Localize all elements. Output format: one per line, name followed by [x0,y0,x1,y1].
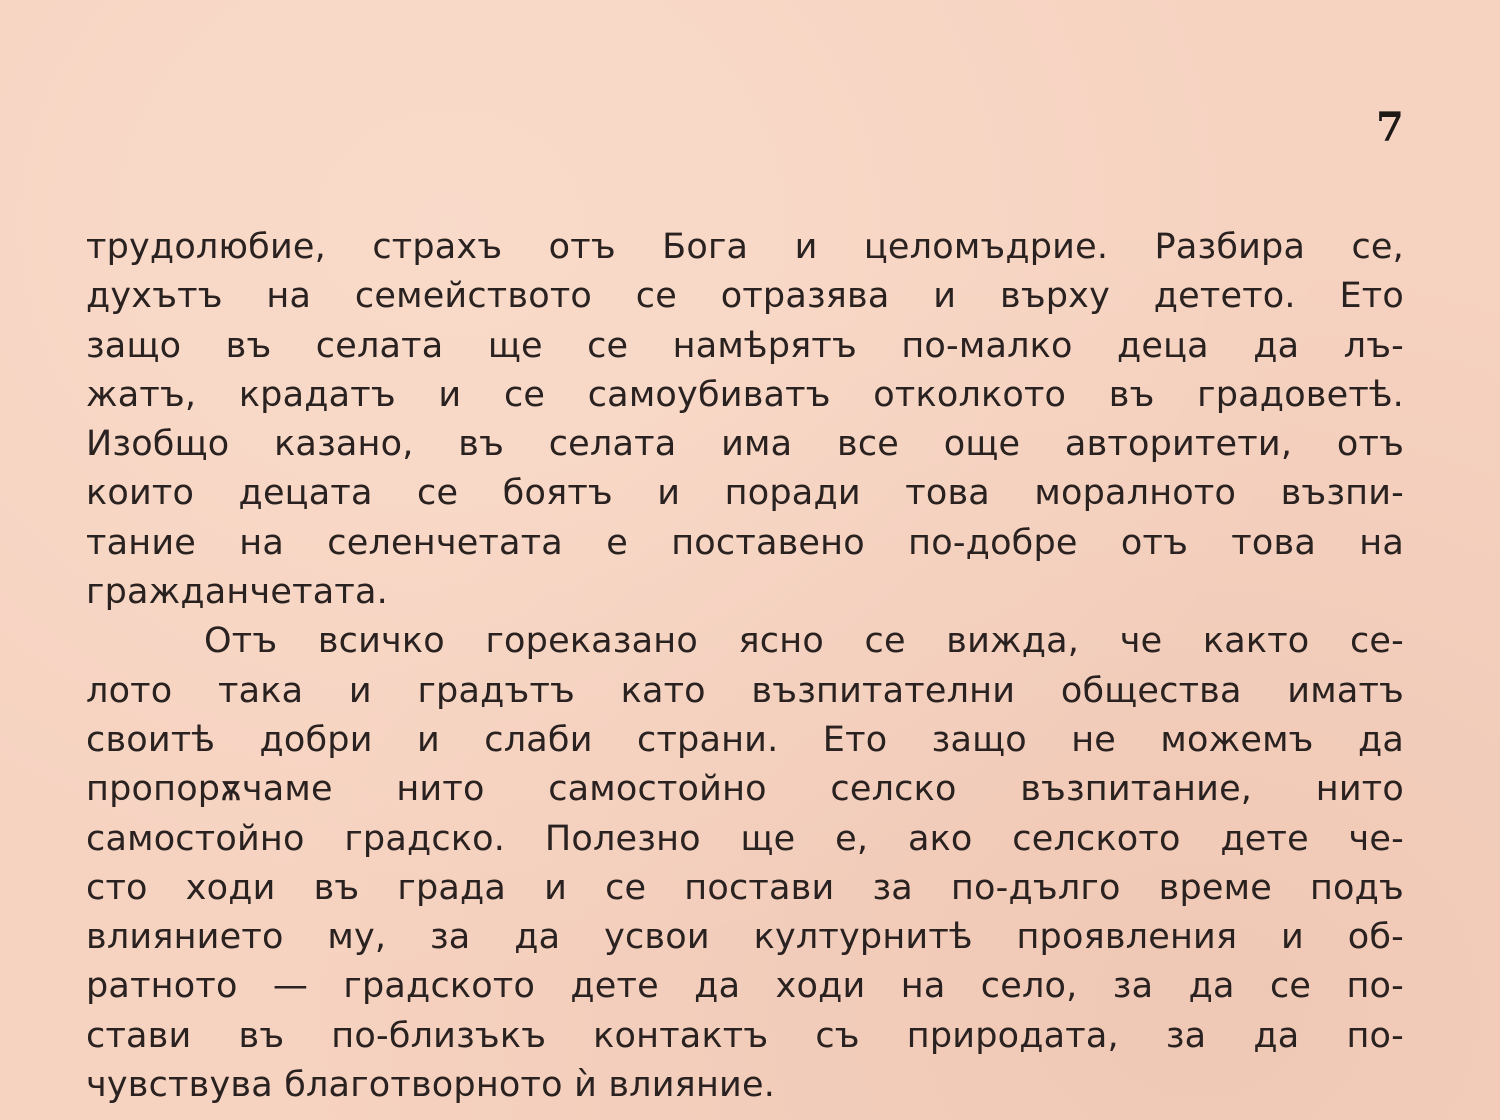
text-line: ратното — градското дете да ходи на село, за да се по- [86,966,1404,1007]
text-line: трудолюбие, страхъ отъ Бога и целомъдрие. Разбира се, [86,227,1404,267]
paragraph-start-line: Отъ всичко горeказано ясно се вижда, че както се- [204,621,1404,662]
paragraph-end-line: чувствува благотворното ѝ влияние. [86,1065,776,1106]
text-line: духътъ на семейството се отразява и върху детето. Ето [86,276,1404,317]
body-text [86,223,1404,1110]
page-number: 7 [1376,104,1404,151]
text-line: лото така и градътъ като възпитателни общества иматъ [86,670,1404,711]
text-line: своитѣ добри и слаби страни. Ето защо не можемъ да [86,719,1404,760]
paragraph-end-line: гражданчетата. [86,572,388,613]
text-line: жатъ, крадатъ и се самоубиватъ отколкото въ градоветѣ. [86,374,1404,415]
text-line: самостойно градско. Полезно ще е, ако селското дете че- [86,818,1404,859]
text-line: стави въ по-близъкъ контактъ съ природата, за да по- [86,1015,1404,1056]
text-line: тание на селенчетата е поставено по-добре отъ това на [86,522,1404,563]
text-line: пропорѫчаме нито самостойно селско възпитание, нито [86,769,1404,810]
text-line: влиянието му, за да усвои културнитѣ проявления и об- [86,917,1404,958]
text-line: Изобщо казано, въ селата има все още авторитети, отъ [86,424,1404,465]
text-line: защо въ селата ще се намѣрятъ по-малко деца да лъ- [86,325,1404,366]
text-line: сто ходи въ града и се постави за по-дълго време подъ [86,867,1404,908]
text-line: които децата се боятъ и поради това моралното възпи- [86,473,1404,514]
